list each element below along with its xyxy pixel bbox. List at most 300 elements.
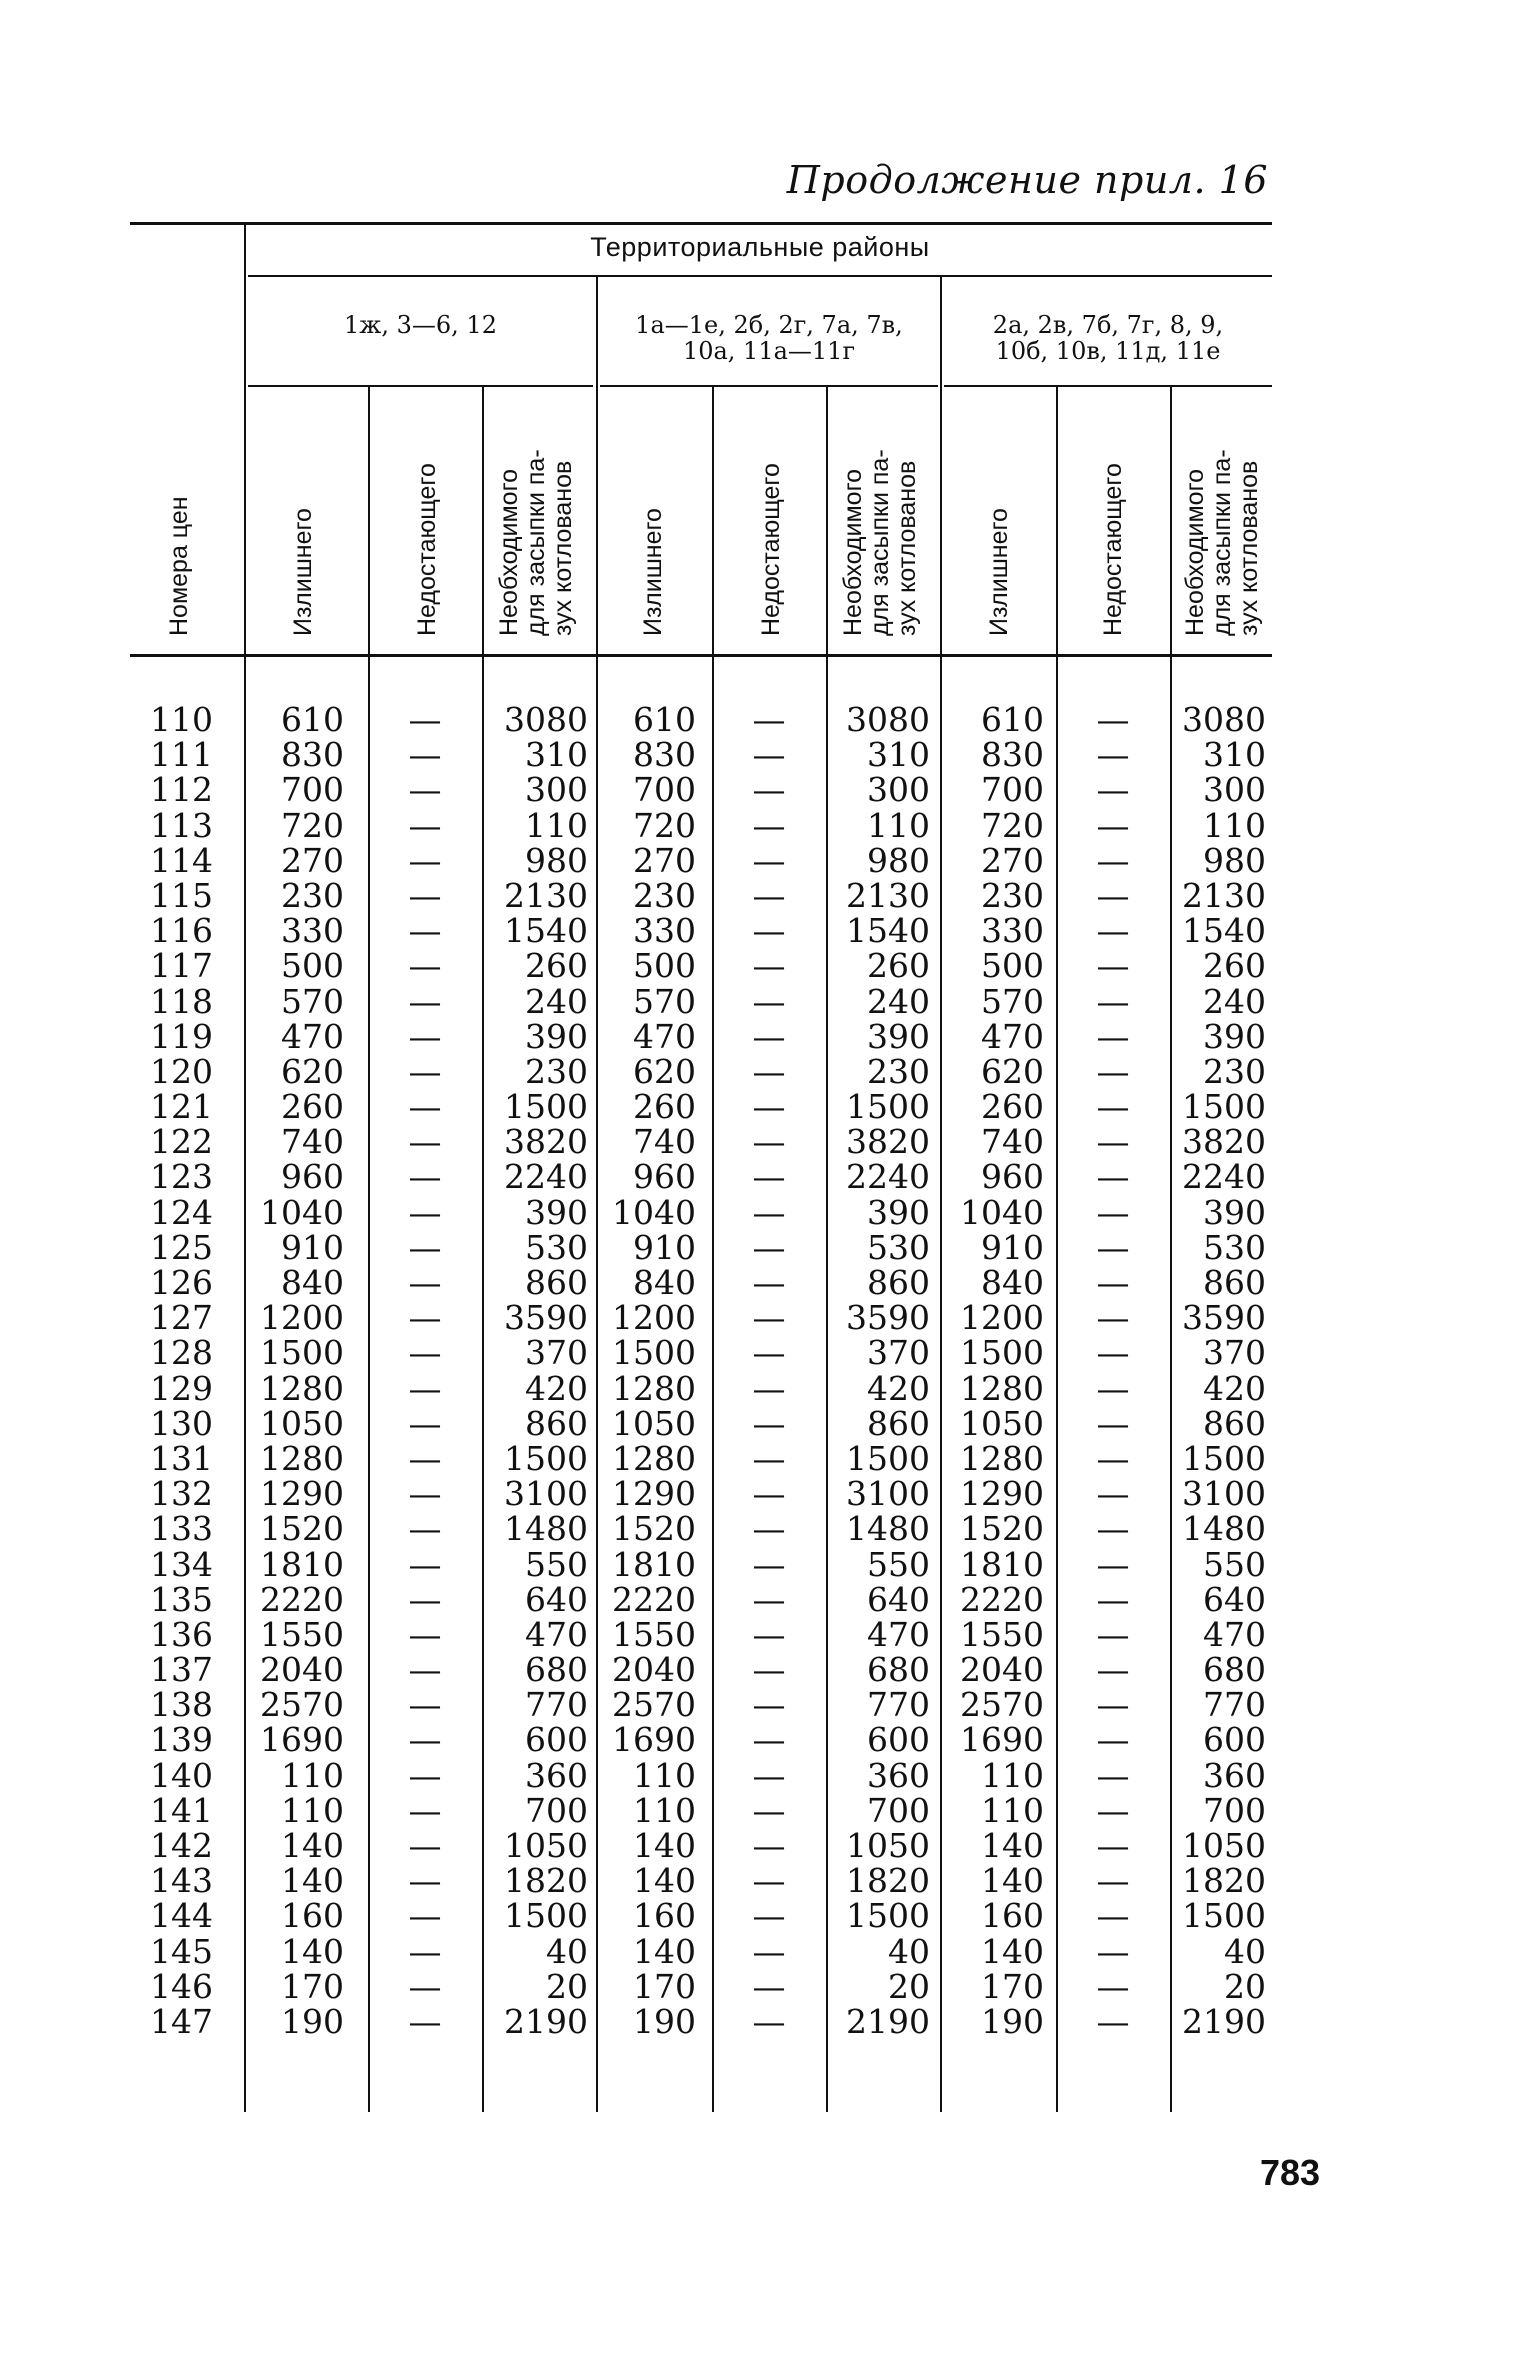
- table-cell: —: [408, 1509, 442, 1549]
- group-2-shortage-column: [714, 702, 824, 2039]
- table-cell: 2040: [612, 1650, 696, 1690]
- table-cell: 110: [1203, 805, 1266, 845]
- table-cell: 570: [633, 981, 696, 1021]
- table-cell: 145: [150, 1931, 213, 1971]
- table-cell: 1550: [260, 1614, 344, 1654]
- table-cell: —: [752, 1544, 786, 1584]
- table-cell: 960: [281, 1157, 344, 1197]
- group-2-shortage-heading: Недостающего: [757, 463, 785, 636]
- table-cell: 126: [150, 1263, 213, 1302]
- table-cell: 140: [981, 1861, 1044, 1901]
- table-cell: —: [1096, 1192, 1130, 1232]
- table-cell: 143: [150, 1861, 213, 1901]
- table-cell: 2190: [504, 2001, 588, 2041]
- table-cell: —: [1096, 840, 1130, 880]
- table-cell: 240: [1203, 981, 1266, 1021]
- table-cell: 680: [867, 1650, 930, 1690]
- table-cell: 1810: [612, 1544, 696, 1584]
- row-number-column: [150, 702, 230, 2039]
- table-cell: 830: [981, 735, 1044, 775]
- table-cell: 1810: [960, 1544, 1044, 1584]
- table-cell: 140: [633, 1931, 696, 1971]
- table-cell: —: [408, 1298, 442, 1338]
- table-cell: 260: [281, 1087, 344, 1127]
- group-1-excess-column: [250, 702, 344, 2039]
- table-cell: 470: [281, 1016, 344, 1056]
- table-cell: 1040: [260, 1192, 344, 1232]
- table-cell: 140: [281, 1861, 344, 1901]
- table-cell: 230: [525, 1051, 588, 1091]
- table-cell: —: [752, 1509, 786, 1549]
- table-cell: —: [408, 770, 442, 810]
- table-cell: 1280: [960, 1438, 1044, 1478]
- table-cell: 910: [633, 1227, 696, 1267]
- table-cell: 110: [150, 700, 213, 739]
- table-cell: —: [1096, 1650, 1130, 1690]
- group-divider-1: [596, 277, 598, 2112]
- table-cell: 240: [867, 981, 930, 1021]
- table-cell: 330: [981, 911, 1044, 951]
- table-cell: —: [1096, 1333, 1130, 1373]
- table-cell: 330: [281, 911, 344, 951]
- table-cell: 147: [150, 2001, 213, 2041]
- table-cell: 3080: [1182, 700, 1266, 739]
- table-cell: —: [408, 2001, 442, 2041]
- table-cell: 133: [150, 1509, 213, 1549]
- table-cell: —: [752, 1122, 786, 1162]
- table-cell: 1200: [260, 1298, 344, 1338]
- table-cell: 260: [1203, 946, 1266, 986]
- table-cell: 240: [525, 981, 588, 1021]
- table-cell: 160: [981, 1896, 1044, 1936]
- table-cell: 300: [867, 770, 930, 810]
- table-cell: 1500: [960, 1333, 1044, 1373]
- table-cell: 1280: [260, 1438, 344, 1478]
- table-cell: 390: [1203, 1016, 1266, 1056]
- table-cell: 740: [981, 1122, 1044, 1162]
- group-3-excess-column: [944, 702, 1044, 2039]
- table-cell: —: [408, 1966, 442, 2006]
- table-cell: 1040: [960, 1192, 1044, 1232]
- table-cell: —: [408, 1087, 442, 1127]
- table-cell: 470: [1203, 1614, 1266, 1654]
- table-cell: 830: [281, 735, 344, 775]
- table-cell: 40: [888, 1931, 930, 1971]
- table-cell: 230: [1203, 1051, 1266, 1091]
- table-cell: 740: [633, 1122, 696, 1162]
- table-cell: 370: [525, 1333, 588, 1373]
- table-cell: 610: [281, 700, 344, 739]
- table-cell: —: [1096, 1509, 1130, 1549]
- table-cell: 620: [633, 1051, 696, 1091]
- table-cell: —: [1096, 875, 1130, 915]
- table-cell: 700: [525, 1790, 588, 1830]
- table-cell: 620: [981, 1051, 1044, 1091]
- table-cell: 840: [981, 1263, 1044, 1302]
- table-cell: —: [752, 1333, 786, 1373]
- table-cell: 860: [867, 1263, 930, 1302]
- table-cell: —: [752, 1614, 786, 1654]
- table-cell: 260: [633, 1087, 696, 1127]
- table-cell: 111: [150, 735, 213, 775]
- table-cell: —: [408, 1614, 442, 1654]
- table-cell: 20: [546, 1966, 588, 2006]
- table-cell: —: [1096, 1227, 1130, 1267]
- table-cell: 600: [525, 1720, 588, 1760]
- table-cell: —: [752, 1579, 786, 1619]
- table-cell: 20: [888, 1966, 930, 2006]
- table-cell: 2130: [846, 875, 930, 915]
- table-cell: 230: [633, 875, 696, 915]
- table-cell: —: [1096, 1826, 1130, 1865]
- table-cell: 1520: [612, 1509, 696, 1549]
- table-cell: —: [752, 1474, 786, 1514]
- table-cell: 1480: [504, 1509, 588, 1549]
- table-cell: 1500: [504, 1896, 588, 1936]
- table-cell: 132: [150, 1474, 213, 1514]
- table-cell: 131: [150, 1438, 213, 1478]
- table-cell: 138: [150, 1685, 213, 1725]
- table-cell: 110: [981, 1755, 1044, 1795]
- continuation-caption: Продолжение прил. 16: [786, 158, 1268, 202]
- table-cell: 1280: [612, 1368, 696, 1408]
- group-2-required-column: [828, 702, 930, 2039]
- table-cell: 2190: [1182, 2001, 1266, 2041]
- table-cell: —: [1096, 1720, 1130, 1760]
- table-cell: 420: [1203, 1368, 1266, 1408]
- table-cell: 2220: [260, 1579, 344, 1619]
- table-cell: 2240: [846, 1157, 930, 1197]
- table-cell: —: [752, 1438, 786, 1478]
- table-cell: 1050: [960, 1403, 1044, 1443]
- table-cell: 1500: [1182, 1087, 1266, 1127]
- table-cell: 470: [981, 1016, 1044, 1056]
- table-cell: 1280: [960, 1368, 1044, 1408]
- table-cell: 128: [150, 1333, 213, 1373]
- table-cell: 700: [867, 1790, 930, 1830]
- table-cell: 700: [633, 770, 696, 810]
- table-cell: —: [752, 1861, 786, 1901]
- table-cell: 1500: [1182, 1438, 1266, 1478]
- table-cell: 1280: [612, 1438, 696, 1478]
- group-3-shortage-column: [1058, 702, 1168, 2039]
- table-cell: 1550: [960, 1614, 1044, 1654]
- table-cell: 121: [150, 1087, 213, 1127]
- table-cell: —: [752, 770, 786, 810]
- header-bottom-rule: [130, 654, 1272, 657]
- table-cell: —: [752, 1931, 786, 1971]
- group-1-excess-heading: Излишнего: [289, 508, 317, 636]
- table-cell: 1690: [260, 1720, 344, 1760]
- table-cell: 1500: [846, 1896, 930, 1936]
- group-2-heading: 1а—1е, 2б, 2г, 7а, 7в, 10а, 11а—11г: [635, 311, 903, 365]
- table-cell: —: [408, 1544, 442, 1584]
- table-cell: —: [408, 1650, 442, 1690]
- table-cell: 2220: [960, 1579, 1044, 1619]
- table-cell: —: [752, 1685, 786, 1725]
- table-cell: —: [1096, 1087, 1130, 1127]
- table-cell: 112: [150, 770, 213, 810]
- table-cell: 390: [867, 1192, 930, 1232]
- table-cell: 360: [867, 1755, 930, 1795]
- table-cell: 720: [281, 805, 344, 845]
- group-3-required-heading: Необходимого для засыпки па- зух котлованов: [1181, 449, 1263, 636]
- table-cell: —: [1096, 1861, 1130, 1901]
- table-cell: 1040: [612, 1192, 696, 1232]
- table-cell: —: [408, 1720, 442, 1760]
- table-cell: 680: [1203, 1650, 1266, 1690]
- table-cell: 740: [281, 1122, 344, 1162]
- table-cell: 1810: [260, 1544, 344, 1584]
- table-cell: 1290: [260, 1474, 344, 1514]
- table-cell: —: [408, 1896, 442, 1936]
- table-cell: 840: [633, 1263, 696, 1302]
- table-cell: —: [752, 1227, 786, 1267]
- table-cell: 2190: [846, 2001, 930, 2041]
- table-cell: —: [408, 875, 442, 915]
- table-cell: 770: [1203, 1685, 1266, 1725]
- table-cell: 1290: [960, 1474, 1044, 1514]
- table-cell: 2040: [960, 1650, 1044, 1690]
- table-cell: —: [1096, 1474, 1130, 1514]
- group-1-heading: 1ж, 3—6, 12: [344, 311, 497, 339]
- table-cell: —: [752, 1298, 786, 1338]
- table-cell: 700: [281, 770, 344, 810]
- table-cell: —: [408, 1403, 442, 1443]
- table-cell: —: [1096, 1614, 1130, 1654]
- table-cell: 125: [150, 1227, 213, 1267]
- table-cell: 470: [633, 1016, 696, 1056]
- table-cell: 3080: [846, 700, 930, 739]
- table-cell: —: [408, 1826, 442, 1865]
- group-divider-2: [940, 277, 942, 2112]
- table-cell: 113: [150, 805, 213, 845]
- table-cell: 980: [525, 840, 588, 880]
- table-cell: 300: [525, 770, 588, 810]
- table-cell: 40: [546, 1931, 588, 1971]
- table-cell: 141: [150, 1790, 213, 1830]
- table-cell: 1500: [846, 1438, 930, 1478]
- table-cell: —: [408, 1438, 442, 1478]
- table-cell: —: [752, 1016, 786, 1056]
- table-cell: 300: [1203, 770, 1266, 810]
- table-cell: 1500: [504, 1087, 588, 1127]
- table-cell: —: [752, 1790, 786, 1830]
- table-cell: 140: [281, 1826, 344, 1865]
- table-cell: 110: [867, 805, 930, 845]
- table-cell: 1050: [504, 1826, 588, 1865]
- group-2-required-heading: Необходимого для засыпки па- зух котлованов: [839, 449, 921, 636]
- table-cell: —: [408, 1755, 442, 1795]
- table-cell: —: [408, 1474, 442, 1514]
- group-3-excess-heading: Излишнего: [985, 508, 1013, 636]
- table-cell: —: [1096, 1122, 1130, 1162]
- table-cell: 610: [633, 700, 696, 739]
- group-1-shortage-heading: Недостающего: [413, 463, 441, 636]
- table-cell: 140: [981, 1826, 1044, 1865]
- table-cell: —: [752, 1896, 786, 1936]
- table-cell: 117: [150, 946, 213, 986]
- table-cell: —: [752, 1368, 786, 1408]
- table-cell: 136: [150, 1614, 213, 1654]
- table-cell: 620: [281, 1051, 344, 1091]
- table-cell: —: [1096, 1685, 1130, 1725]
- table-cell: 770: [867, 1685, 930, 1725]
- table-cell: —: [408, 1790, 442, 1830]
- table-cell: 860: [525, 1403, 588, 1443]
- table-cell: 170: [633, 1966, 696, 2006]
- table-cell: 122: [150, 1122, 213, 1162]
- table-cell: 160: [633, 1896, 696, 1936]
- table-cell: 1050: [612, 1403, 696, 1443]
- table-cell: —: [1096, 805, 1130, 845]
- table-cell: —: [1096, 981, 1130, 1021]
- table-cell: 1200: [612, 1298, 696, 1338]
- table-cell: 1540: [504, 911, 588, 951]
- table-cell: 2240: [504, 1157, 588, 1197]
- table-cell: —: [1096, 946, 1130, 986]
- table-cell: 116: [150, 911, 213, 951]
- table-cell: —: [1096, 1438, 1130, 1478]
- table-cell: 830: [633, 735, 696, 775]
- table-cell: 370: [867, 1333, 930, 1373]
- table-cell: 1500: [846, 1087, 930, 1127]
- table-cell: 3100: [846, 1474, 930, 1514]
- table-cell: 190: [633, 2001, 696, 2041]
- table-cell: 310: [867, 735, 930, 775]
- table-cell: 1550: [612, 1614, 696, 1654]
- table-cell: 142: [150, 1826, 213, 1865]
- table-cell: —: [752, 1192, 786, 1232]
- regions-rule: [248, 275, 1272, 277]
- table-cell: 550: [867, 1544, 930, 1584]
- table-cell: —: [752, 805, 786, 845]
- table-cell: 530: [1203, 1227, 1266, 1267]
- table-cell: 640: [1203, 1579, 1266, 1619]
- table-cell: 390: [525, 1192, 588, 1232]
- table-cell: 1540: [846, 911, 930, 951]
- table-cell: —: [1096, 700, 1130, 739]
- table-cell: 600: [867, 1720, 930, 1760]
- table-cell: 127: [150, 1298, 213, 1338]
- table-cell: 1480: [846, 1509, 930, 1549]
- table-cell: 120: [150, 1051, 213, 1091]
- table-cell: —: [408, 981, 442, 1021]
- table-cell: —: [752, 735, 786, 775]
- table-cell: 170: [281, 1966, 344, 2006]
- group-2-excess-heading: Излишнего: [639, 508, 667, 636]
- table-cell: 3100: [1182, 1474, 1266, 1514]
- table-cell: —: [752, 1720, 786, 1760]
- table-cell: —: [408, 1333, 442, 1373]
- table-cell: 2570: [960, 1685, 1044, 1725]
- table-cell: —: [408, 735, 442, 775]
- table-cell: 420: [867, 1368, 930, 1408]
- territorial-regions-heading: Территориальные районы: [590, 232, 930, 262]
- table-cell: 270: [281, 840, 344, 880]
- table-cell: 2130: [1182, 875, 1266, 915]
- table-cell: —: [408, 1368, 442, 1408]
- table-cell: 230: [867, 1051, 930, 1091]
- table-cell: 610: [981, 700, 1044, 739]
- table-cell: 110: [281, 1755, 344, 1795]
- table-cell: 700: [1203, 1790, 1266, 1830]
- table-cell: 570: [281, 981, 344, 1021]
- table-cell: —: [408, 1122, 442, 1162]
- table-cell: —: [752, 1755, 786, 1795]
- row-number-heading: Номера цен: [165, 496, 193, 636]
- table-cell: 140: [981, 1931, 1044, 1971]
- group-2-excess-column: [600, 702, 696, 2039]
- table-cell: 190: [281, 2001, 344, 2041]
- group-1-shortage-column: [370, 702, 480, 2039]
- table-cell: —: [408, 1227, 442, 1267]
- table-cell: —: [408, 840, 442, 880]
- table-cell: 130: [150, 1403, 213, 1443]
- table-cell: 3820: [846, 1122, 930, 1162]
- table-cell: 910: [981, 1227, 1044, 1267]
- table-cell: 2240: [1182, 1157, 1266, 1197]
- table-cell: 360: [525, 1755, 588, 1795]
- table-cell: 160: [281, 1896, 344, 1936]
- table-cell: —: [1096, 1016, 1130, 1056]
- table-cell: —: [1096, 1931, 1130, 1971]
- table-cell: 115: [150, 875, 213, 915]
- table-cell: —: [1096, 1755, 1130, 1795]
- table-cell: 1280: [260, 1368, 344, 1408]
- group3-rule: [944, 385, 1272, 387]
- table-cell: 1050: [1182, 1826, 1266, 1865]
- table-cell: —: [408, 700, 442, 739]
- table-cell: 123: [150, 1157, 213, 1197]
- table-cell: —: [1096, 735, 1130, 775]
- table-cell: 140: [633, 1861, 696, 1901]
- table-cell: 110: [281, 1790, 344, 1830]
- table-cell: 840: [281, 1263, 344, 1302]
- table-cell: 390: [525, 1016, 588, 1056]
- table-cell: 260: [981, 1087, 1044, 1127]
- page-number: 783: [1260, 2152, 1321, 2193]
- table-cell: —: [408, 946, 442, 986]
- table-cell: —: [1096, 1403, 1130, 1443]
- table-cell: —: [752, 1650, 786, 1690]
- table-cell: —: [408, 1685, 442, 1725]
- table-cell: 110: [633, 1755, 696, 1795]
- table-cell: 135: [150, 1579, 213, 1619]
- table-cell: 500: [281, 946, 344, 986]
- table-cell: 1500: [1182, 1896, 1266, 1936]
- table-cell: 134: [150, 1544, 213, 1584]
- table-cell: 1500: [504, 1438, 588, 1478]
- table-cell: 1520: [960, 1509, 1044, 1549]
- table-cell: —: [752, 1826, 786, 1865]
- group1-rule: [248, 385, 593, 387]
- table-cell: 860: [525, 1263, 588, 1302]
- table-cell: 118: [150, 981, 213, 1021]
- table-cell: 230: [981, 875, 1044, 915]
- table-cell: 470: [525, 1614, 588, 1654]
- table-cell: 470: [867, 1614, 930, 1654]
- table-cell: 390: [867, 1016, 930, 1056]
- table-cell: 40: [1224, 1931, 1266, 1971]
- table-cell: —: [1096, 1051, 1130, 1091]
- table-cell: —: [408, 1861, 442, 1901]
- table-cell: —: [1096, 1544, 1130, 1584]
- table-cell: 1480: [1182, 1509, 1266, 1549]
- table-cell: —: [408, 1263, 442, 1302]
- table-cell: 720: [633, 805, 696, 845]
- table-cell: —: [1096, 1157, 1130, 1197]
